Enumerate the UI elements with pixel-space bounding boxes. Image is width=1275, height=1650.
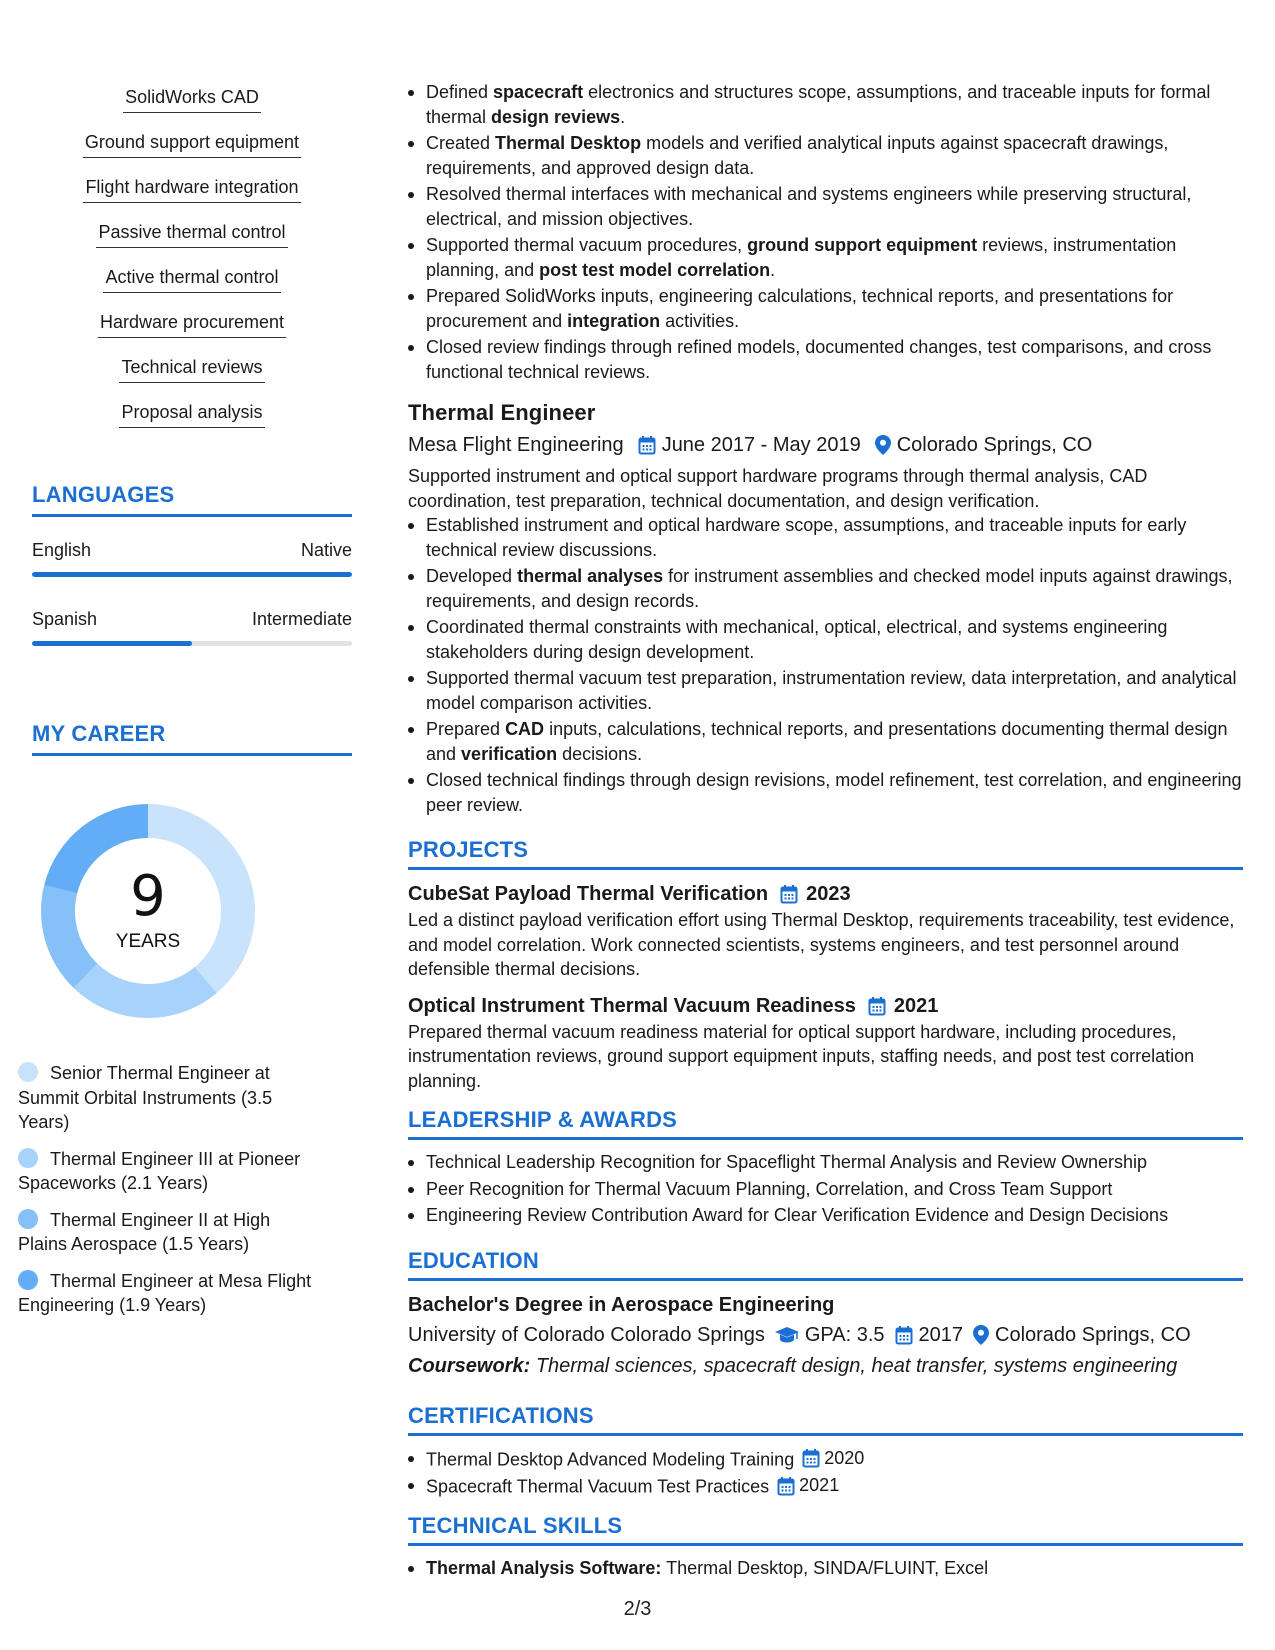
certification-year: 2021 xyxy=(799,1475,840,1496)
career-legend-item xyxy=(18,1208,318,1257)
career-donut-slice xyxy=(74,964,217,1018)
skill-tag-label: Active thermal control xyxy=(103,264,280,293)
coursework-label: Coursework: xyxy=(408,1354,531,1377)
experience-bullet: Closed review findings through refined models, documented changes, test comparisons, and cross functional technical reviews. xyxy=(408,335,1243,384)
legend-dot-icon xyxy=(18,1148,38,1168)
education-year: 2017 xyxy=(918,1323,964,1346)
education-degree: Bachelor's Degree in Aerospace Engineering xyxy=(408,1293,835,1316)
award-item: Technical Leadership Recognition for Spaceflight Thermal Analysis and Review Ownership xyxy=(408,1150,1243,1175)
skill-tag xyxy=(32,129,352,174)
certification-item xyxy=(408,1446,1243,1472)
career-donut-slice xyxy=(148,804,255,993)
language-proficiency-bar xyxy=(32,572,352,577)
leadership-heading: LEADERSHIP & AWARDS xyxy=(408,1107,1243,1140)
location-pin-icon xyxy=(875,435,891,455)
project-year: 2021 xyxy=(893,994,939,1017)
certification-item xyxy=(408,1473,1243,1499)
project-title: Optical Instrument Thermal Vacuum Readiness xyxy=(408,994,856,1017)
certifications-heading: CERTIFICATIONS xyxy=(408,1403,1243,1436)
projects-list xyxy=(408,880,1243,1093)
career-donut-slice xyxy=(44,804,148,893)
job-bullet: Coordinated thermal constraints with mechanical, optical, electrical, and systems engineering stakeholders during design development. xyxy=(408,615,1243,664)
skill-tag-label: Proposal analysis xyxy=(119,399,264,428)
education-meta xyxy=(408,1319,1243,1351)
job-title: Thermal Engineer xyxy=(408,400,596,425)
job-meta xyxy=(408,430,1243,460)
calendar-icon xyxy=(780,884,798,904)
project-description: Prepared thermal vacuum readiness material for optical support hardware, including procedures, instrumentation reviews, ground support equipment inputs, staffing needs, and post test correlation planning. xyxy=(408,1021,1195,1091)
career-legend-item xyxy=(18,1061,318,1135)
job-location: Colorado Springs, CO xyxy=(896,434,1093,456)
calendar-icon xyxy=(802,1448,820,1468)
skill-tag-label: SolidWorks CAD xyxy=(123,84,261,113)
experience-bullet: Defined spacecraft electronics and structures scope, assumptions, and traceable inputs for formal thermal design reviews. xyxy=(408,80,1243,129)
language-row-english xyxy=(32,538,352,577)
project-title-row xyxy=(408,880,1243,908)
career-legend-label: Senior Thermal Engineer at Summit Orbital Instruments (3.5 Years) xyxy=(18,1063,273,1132)
career-legend xyxy=(18,1061,318,1330)
languages-heading: LANGUAGES xyxy=(32,482,352,517)
project-description: Led a distinct payload verification effort using Thermal Desktop, requirements traceability, test evidence, and model correlation. Work connected scientists, systems engineers, and test personnel around defensible thermal decisions. xyxy=(408,910,1235,979)
certification-date xyxy=(802,1446,864,1471)
skill-tag xyxy=(32,309,352,354)
award-item: Engineering Review Contribution Award for Clear Verification Evidence and Design Decisions xyxy=(408,1203,1243,1228)
skill-tag xyxy=(32,264,352,309)
skill-tag xyxy=(32,84,352,129)
experience-bullet: Created Thermal Desktop models and verified analytical inputs against spacecraft drawings, requirements, and approved design data. xyxy=(408,131,1243,180)
language-proficiency-bar xyxy=(32,641,352,646)
language-level: Intermediate xyxy=(251,609,352,629)
career-legend-item xyxy=(18,1269,318,1318)
calendar-icon xyxy=(638,435,656,455)
language-name: English xyxy=(32,540,92,560)
education-location: Colorado Springs, CO xyxy=(995,1323,1191,1346)
main-content xyxy=(408,80,1243,1583)
project-item xyxy=(408,880,1243,982)
certification-name: Thermal Desktop Advanced Modeling Training xyxy=(426,1448,795,1469)
legend-dot-icon xyxy=(18,1270,38,1290)
language-level: Native xyxy=(300,540,352,560)
calendar-icon xyxy=(777,1476,795,1496)
legend-dot-icon xyxy=(18,1209,38,1229)
career-years-label: YEARS xyxy=(115,931,181,952)
technical-skills-heading: TECHNICAL SKILLS xyxy=(408,1513,1243,1546)
technical-skill-item xyxy=(408,1556,1243,1581)
education-gpa: GPA: 3.5 xyxy=(804,1323,885,1346)
skill-tag-label: Ground support equipment xyxy=(83,129,301,158)
project-title-row xyxy=(408,992,1243,1020)
certification-date xyxy=(777,1473,839,1498)
calendar-icon xyxy=(895,1325,913,1345)
technical-skill-label: Thermal Analysis Software: xyxy=(426,1558,662,1578)
experience-bullet: Supported thermal vacuum procedures, ground support equipment reviews, instrumentation planning, and post test model correlation. xyxy=(408,233,1243,282)
project-item xyxy=(408,992,1243,1094)
experience-bullets-continued xyxy=(408,80,1243,384)
legend-dot-icon xyxy=(18,1062,38,1082)
career-heading: MY CAREER xyxy=(32,721,352,756)
technical-skills-list xyxy=(408,1556,1243,1581)
language-proficiency-fill xyxy=(32,572,352,577)
education-coursework xyxy=(408,1351,1243,1381)
job-bullet: Established instrument and optical hardware scope, assumptions, and traceable inputs for early technical review discussions. xyxy=(408,513,1243,562)
skill-tag xyxy=(32,354,352,399)
project-title: CubeSat Payload Thermal Verification xyxy=(408,883,769,905)
skill-tag-label: Technical reviews xyxy=(119,354,264,383)
career-legend-label: Thermal Engineer II at High Plains Aerospace (1.5 Years) xyxy=(18,1209,271,1254)
experience-bullet: Prepared SolidWorks inputs, engineering calculations, technical reports, and presentations for procurement and integration activities. xyxy=(408,284,1243,333)
career-legend-item xyxy=(18,1147,318,1196)
career-total-years: 9 xyxy=(130,864,166,929)
location-pin-icon xyxy=(973,1325,989,1345)
coursework-text: Thermal sciences, spacecraft design, heat transfer, systems engineering xyxy=(535,1354,1178,1377)
career-legend-label: Thermal Engineer at Mesa Flight Engineering (1.9 Years) xyxy=(18,1270,312,1315)
skill-tag xyxy=(32,219,352,264)
job-bullet: Prepared CAD inputs, calculations, technical reports, and presentations documenting thermal design and verification decisions. xyxy=(408,717,1243,766)
technical-skill-value: Thermal Desktop, SINDA/FLUINT, Excel xyxy=(666,1558,989,1578)
education-heading: EDUCATION xyxy=(408,1248,1243,1281)
projects-heading: PROJECTS xyxy=(408,837,1243,870)
skill-tag-label: Passive thermal control xyxy=(96,219,287,248)
career-legend-label: Thermal Engineer III at Pioneer Spaceworks (2.1 Years) xyxy=(18,1148,301,1193)
page-number: 2/3 xyxy=(623,1598,652,1620)
certification-year: 2020 xyxy=(824,1447,865,1468)
skill-tag-list xyxy=(32,84,352,444)
job-summary: Supported instrument and optical support hardware programs through thermal analysis, CAD coordination, test preparation, technical documentation, and design verification. xyxy=(408,466,1148,511)
project-date xyxy=(780,880,851,908)
job-bullets xyxy=(408,513,1243,817)
career-donut-chart xyxy=(33,796,263,1026)
certifications-list xyxy=(408,1446,1243,1500)
language-name: Spanish xyxy=(32,609,98,629)
certification-name: Spacecraft Thermal Vacuum Test Practices xyxy=(426,1476,770,1497)
experience-bullet: Resolved thermal interfaces with mechanical and systems engineers while preserving structural, electrical, and mission objectives. xyxy=(408,182,1243,231)
graduation-cap-icon xyxy=(775,1326,799,1344)
education-school: University of Colorado Colorado Springs xyxy=(408,1323,765,1346)
award-item: Peer Recognition for Thermal Vacuum Planning, Correlation, and Cross Team Support xyxy=(408,1177,1243,1202)
job-dates: June 2017 - May 2019 xyxy=(661,434,861,456)
leadership-list xyxy=(408,1150,1243,1228)
job-bullet: Closed technical findings through design revisions, model refinement, test correlation, and engineering peer review. xyxy=(408,768,1243,817)
language-row-spanish xyxy=(32,607,352,646)
job-bullet: Developed thermal analyses for instrument assemblies and checked model inputs against drawings, requirements, and design records. xyxy=(408,564,1243,613)
skill-tag xyxy=(32,399,352,444)
calendar-icon xyxy=(868,996,886,1016)
project-date xyxy=(868,992,939,1020)
job-bullet: Supported thermal vacuum test preparation, instrumentation review, data interpretation, and analytical model comparison activities. xyxy=(408,666,1243,715)
project-year: 2023 xyxy=(806,883,851,905)
language-proficiency-fill xyxy=(32,641,192,646)
skill-tag-label: Hardware procurement xyxy=(98,309,286,338)
skill-tag-label: Flight hardware integration xyxy=(83,174,300,203)
job-company: Mesa Flight Engineering xyxy=(408,434,624,456)
skill-tag xyxy=(32,174,352,219)
